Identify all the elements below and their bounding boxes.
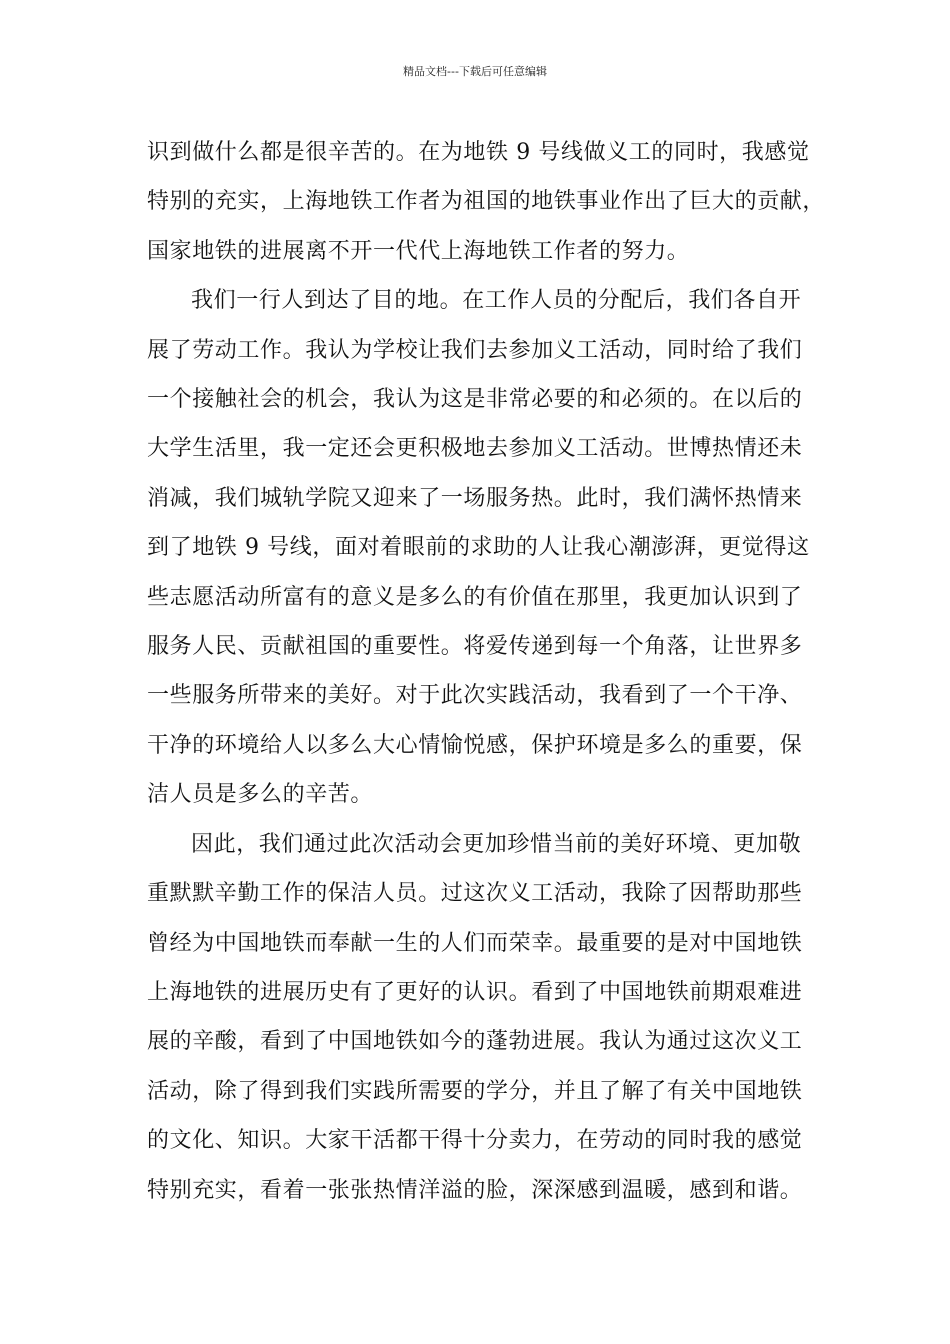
text-line: 重默默辛勤工作的保洁人员。过这次义工活动，我除了因帮助那些 (147, 881, 803, 907)
text-line: 展了劳动工作。我认为学校让我们去参加义工活动，同时给了我们 (147, 337, 803, 363)
text-line: 因此，我们通过此次活动会更加珍惜当前的美好环境、更加敬 (191, 831, 802, 857)
text-line: 特别充实，看着一张张热情洋溢的脸，深深感到温暖，感到和谐。 (147, 1177, 803, 1203)
text-line: 上海地铁的进展历史有了更好的认识。看到了中国地铁前期艰难进 (147, 979, 803, 1005)
document-body (147, 128, 826, 1215)
text-line: 识到做什么都是很辛苦的。在为地铁 9 号线做义工的同时，我感觉 (147, 140, 810, 165)
text-line: 国家地铁的进展离不开一代代上海地铁工作者的努力。 (147, 238, 690, 264)
paragraph-1 (147, 128, 826, 276)
text-line: 一些服务所带来的美好。对于此次实践活动，我看到了一个干净、 (147, 683, 803, 709)
text-line: 我们一行人到达了目的地。在工作人员的分配后，我们各自开 (191, 288, 802, 314)
text-line: 干净的环境给人以多么大心情愉悦感，保护环境是多么的重要，保 (147, 732, 803, 758)
text-line: 服务人民、贡献祖国的重要性。将爱传递到每一个角落，让世界多 (147, 634, 803, 660)
text-line: 特别的充实，上海地铁工作者为祖国的地铁事业作出了巨大的贡献， (147, 189, 826, 215)
text-line: 大学生活里，我一定还会更积极地去参加义工活动。世博热情还未 (147, 436, 803, 462)
text-line: 一个接触社会的机会，我认为这是非常必要的和必须的。在以后的 (147, 387, 803, 413)
text-line: 展的辛酸，看到了中国地铁如今的蓬勃进展。我认为通过这次义工 (147, 1029, 803, 1055)
text-line: 消减，我们城轨学院又迎来了一场服务热。此时，我们满怀热情来 (147, 485, 803, 511)
text-line: 洁人员是多么的辛苦。 (147, 782, 374, 808)
paragraph-3 (147, 820, 807, 1215)
text-line: 到了地铁 9 号线，面对着眼前的求助的人让我心潮澎湃，更觉得这 (147, 535, 810, 561)
text-line: 的文化、知识。大家干活都干得十分卖力，在劳动的同时我的感觉 (147, 1128, 803, 1154)
paragraph-2 (147, 276, 810, 819)
text-line: 活动，除了得到我们实践所需要的学分，并且了解了有关中国地铁 (147, 1078, 803, 1104)
text-line: 曾经为中国地铁而奉献一生的人们而荣幸。最重要的是对中国地铁 (147, 930, 803, 956)
page-header: 精品文档---下载后可任意编辑 (403, 65, 547, 78)
text-line: 些志愿活动所富有的意义是多么的有价值在那里，我更加认识到了 (147, 584, 803, 610)
